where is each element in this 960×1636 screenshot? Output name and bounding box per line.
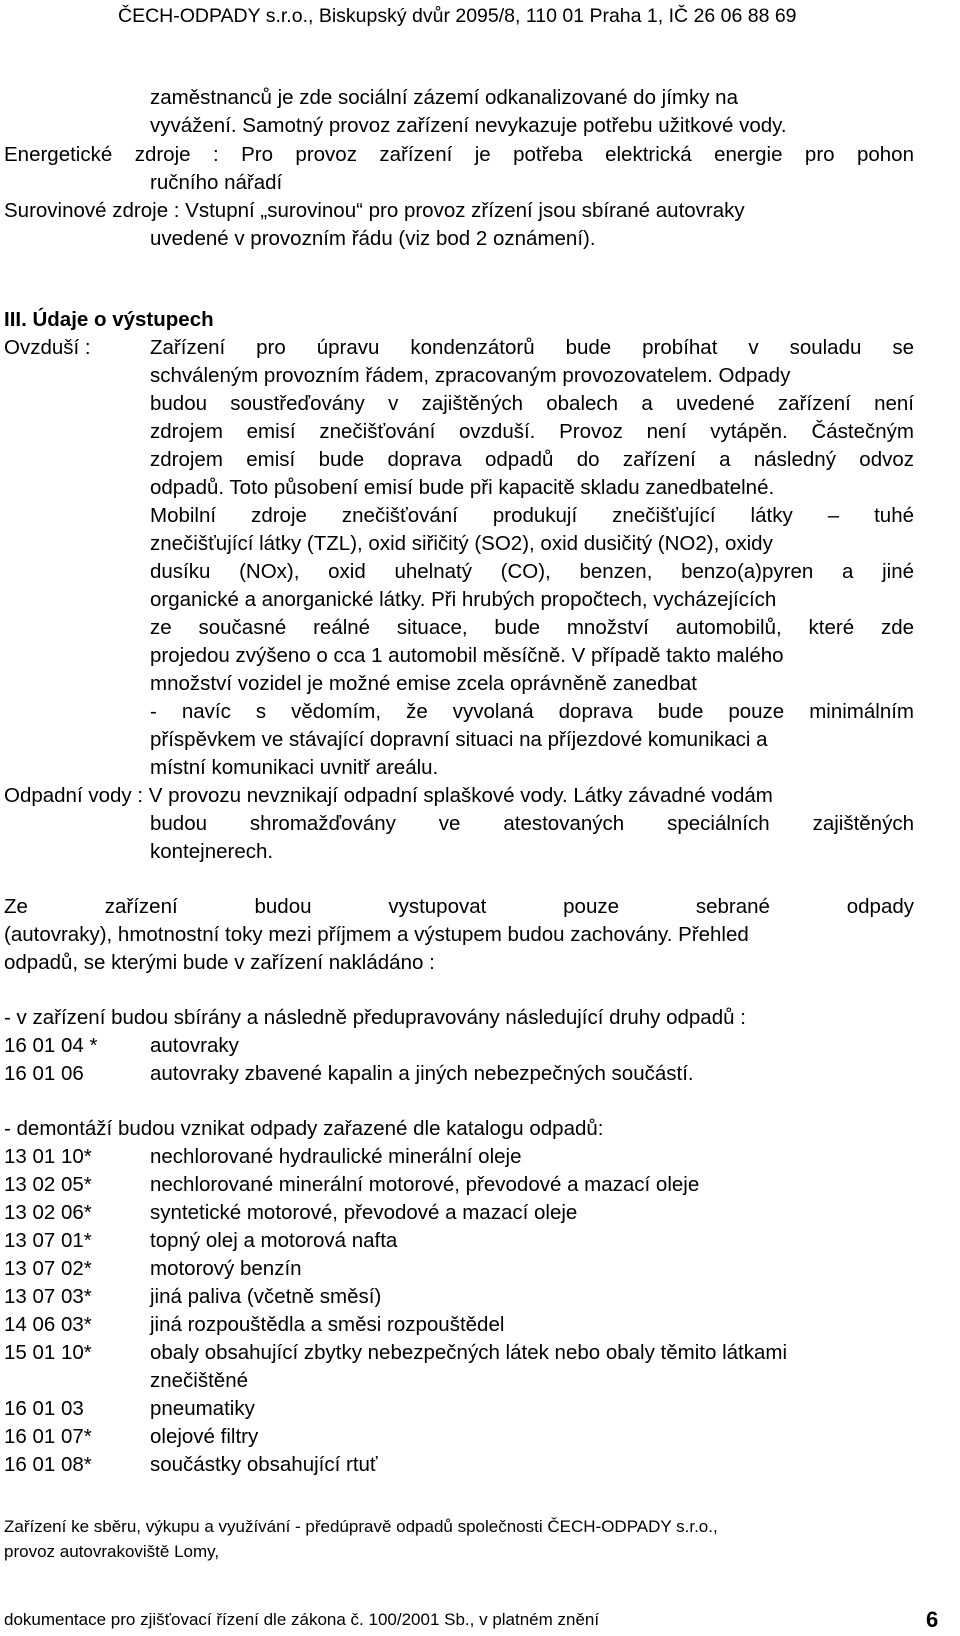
- waste-description: jiná paliva (včetně směsí): [150, 1285, 382, 1308]
- waste-code: 16 01 03: [4, 1397, 84, 1420]
- ovzdusi-line: odpadů. Toto působení emisí bude při kapacitě skladu zanedbatelné.: [150, 476, 775, 499]
- waste-code: 16 01 08*: [4, 1453, 92, 1476]
- raw-sources-cont: uvedené v provozním řádu (viz bod 2 oznámení).: [150, 227, 596, 250]
- page-number: 6: [926, 1607, 939, 1632]
- top-text-line-1: zaměstnanců je zde sociální zázemí odkanalizované do jímky na: [150, 86, 738, 109]
- section-heading: III. Údaje o výstupech: [4, 308, 214, 331]
- ovzdusi-line: dusíku (NOx), oxid uhelnatý (CO), benzen, benzo(a)pyren a jiné: [150, 560, 914, 583]
- waste-code: 13 02 05*: [4, 1173, 92, 1196]
- waste-code: 15 01 10*: [4, 1341, 92, 1364]
- ovzdusi-line: zdrojem emisí bude doprava odpadů do zařízení a následný odvoz: [150, 448, 914, 471]
- ovzdusi-line: schváleným provozním řádem, zpracovaným provozovatelem. Odpady: [150, 364, 791, 387]
- ovzdusi-line: místní komunikaci uvnitř areálu.: [150, 756, 439, 779]
- odpadni-vody-line: Odpadní vody : V provozu nevznikají odpadní splaškové vody. Látky závadné vodám: [4, 784, 773, 807]
- odpadni-vody-cont: kontejnerech.: [150, 840, 274, 863]
- raw-sources-line: Surovinové zdroje : Vstupní „surovinou“ pro provoz zřízení jsou sbírané autovraky: [4, 199, 745, 222]
- ovzdusi-line: zdrojem emisí znečišťování ovzduší. Provoz není vytápěn. Částečným: [150, 420, 914, 443]
- intro-paragraph-line: odpadů, se kterými bude v zařízení nakládáno :: [4, 951, 435, 974]
- footer-line: dokumentace pro zjišťovací řízení dle zákona č. 100/2001 Sb., v platném znění: [4, 1610, 600, 1629]
- waste-description: obaly obsahující zbytky nebezpečných látek nebo obaly těmito látkami: [150, 1341, 788, 1364]
- waste-description: jiná rozpouštědla a směsi rozpouštědel: [150, 1313, 505, 1336]
- list1-intro: - v zařízení budou sbírány a následně předupravovány následující druhy odpadů :: [4, 1006, 746, 1029]
- intro-paragraph-line: (autovraky), hmotnostní toky mezi příjmem a výstupem budou zachovány. Přehled: [4, 923, 749, 946]
- waste-code: 13 07 03*: [4, 1285, 92, 1308]
- energy-sources-cont: ručního nářadí: [150, 171, 283, 194]
- intro-paragraph-line: Ze zařízení budou vystupovat pouze sebrané odpady: [4, 895, 914, 918]
- ovzdusi-line: projedou zvýšeno o cca 1 automobil měsíčně. V případě takto malého: [150, 644, 784, 667]
- waste-description: syntetické motorové, převodové a mazací oleje: [150, 1201, 578, 1224]
- odpadni-vody-cont: budou shromažďovány ve atestovaných speciálních zajištěných: [150, 812, 914, 835]
- ovzdusi-line: organické a anorganické látky. Při hrubých propočtech, vycházejících: [150, 588, 777, 611]
- list2-intro: - demontáží budou vznikat odpady zařazené dle katalogu odpadů:: [4, 1117, 604, 1140]
- waste-code: 16 01 06: [4, 1062, 84, 1085]
- waste-description: znečištěné: [150, 1369, 249, 1392]
- waste-description: součástky obsahující rtuť: [150, 1453, 378, 1476]
- ovzdusi-line: - navíc s vědomím, že vyvolaná doprava bude pouze minimálním: [150, 700, 914, 723]
- waste-code: 16 01 07*: [4, 1425, 92, 1448]
- waste-code: 14 06 03*: [4, 1313, 92, 1336]
- waste-code: 13 01 10*: [4, 1145, 92, 1168]
- waste-description: olejové filtry: [150, 1425, 259, 1448]
- ovzdusi-line: Zařízení pro úpravu kondenzátorů bude probíhat v souladu se: [150, 336, 914, 359]
- waste-description: nechlorované hydraulické minerální oleje: [150, 1145, 522, 1168]
- waste-code: 16 01 04 *: [4, 1034, 98, 1057]
- top-text-line-2: vyvážení. Samotný provoz zařízení nevykazuje potřebu užitkové vody.: [150, 114, 787, 137]
- waste-description: autovraky zbavené kapalin a jiných nebezpečných součástí.: [150, 1062, 694, 1085]
- waste-description: topný olej a motorová nafta: [150, 1229, 398, 1252]
- waste-code: 13 07 02*: [4, 1257, 92, 1280]
- waste-code: 13 02 06*: [4, 1201, 92, 1224]
- ovzdusi-label: Ovzduší :: [4, 336, 91, 359]
- ovzdusi-line: budou soustřeďovány v zajištěných obalech a uvedené zařízení není: [150, 392, 914, 415]
- page-header: ČECH-ODPADY s.r.o., Biskupský dvůr 2095/8, 110 01 Praha 1, IČ 26 06 88 69: [118, 5, 797, 27]
- waste-description: motorový benzín: [150, 1257, 302, 1280]
- footer-line: Zařízení ke sběru, výkupu a využívání - předúpravě odpadů společnosti ČECH-ODPADY s.r.o.,: [4, 1517, 718, 1536]
- footer-line: provoz autovrakoviště Lomy,: [4, 1542, 220, 1561]
- energy-sources-line: Energetické zdroje : Pro provoz zařízení je potřeba elektrická energie pro pohon: [4, 143, 914, 166]
- waste-description: pneumatiky: [150, 1397, 255, 1420]
- ovzdusi-line: příspěvkem ve stávající dopravní situaci na příjezdové komunikaci a: [150, 728, 768, 751]
- waste-code: 13 07 01*: [4, 1229, 92, 1252]
- waste-description: nechlorované minerální motorové, převodové a mazací oleje: [150, 1173, 700, 1196]
- ovzdusi-line: Mobilní zdroje znečišťování produkují znečišťující látky – tuhé: [150, 504, 914, 527]
- waste-description: autovraky: [150, 1034, 239, 1057]
- ovzdusi-line: ze současné reálné situace, bude množství automobilů, které zde: [150, 616, 914, 639]
- ovzdusi-line: množství vozidel je možné emise zcela oprávněně zanedbat: [150, 672, 697, 695]
- ovzdusi-line: znečišťující látky (TZL), oxid siřičitý (SO2), oxid dusičitý (NO2), oxidy: [150, 532, 773, 555]
